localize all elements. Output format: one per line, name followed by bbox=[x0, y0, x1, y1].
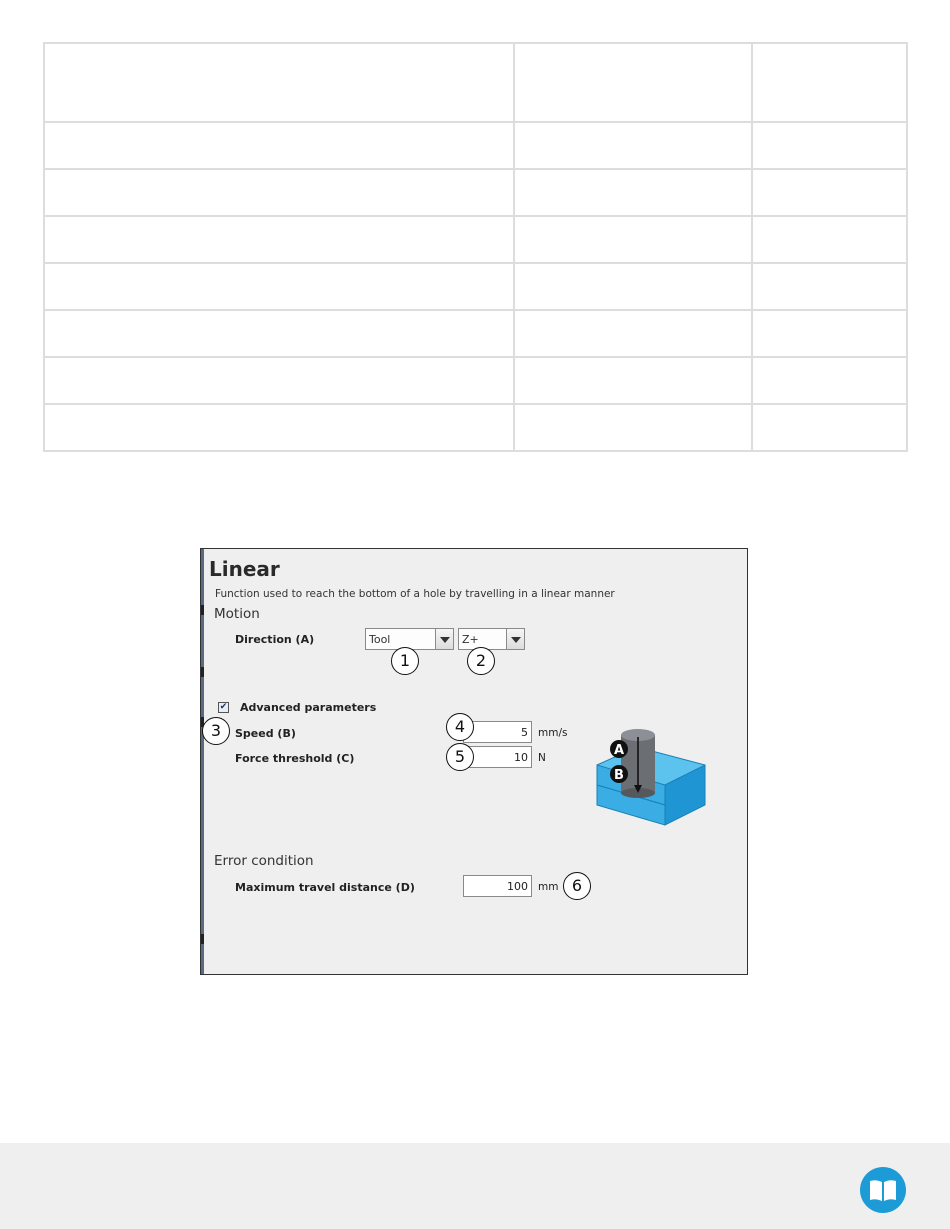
hole-insertion-illustration bbox=[595, 725, 707, 831]
table-row bbox=[44, 357, 907, 404]
chevron-down-icon[interactable] bbox=[506, 629, 524, 649]
direction-axis-dropdown[interactable] bbox=[458, 628, 525, 650]
callout-5: 5 bbox=[446, 743, 474, 771]
callout-4: 4 bbox=[446, 713, 474, 741]
table-row bbox=[44, 310, 907, 357]
edge-mark bbox=[200, 605, 204, 615]
max-travel-distance-unit: mm bbox=[538, 881, 559, 893]
callout-3: 3 bbox=[202, 717, 230, 745]
advanced-parameters-label: Advanced parameters bbox=[240, 701, 377, 714]
max-travel-distance-input[interactable]: 100 bbox=[463, 875, 532, 897]
motion-section-label: Motion bbox=[214, 606, 260, 622]
table-row bbox=[44, 216, 907, 263]
page-footer bbox=[0, 1143, 950, 1229]
panel-description: Function used to reach the bottom of a hole by travelling in a linear manner bbox=[215, 588, 615, 600]
open-book-icon bbox=[860, 1167, 906, 1213]
table-row bbox=[44, 122, 907, 169]
table-row bbox=[44, 169, 907, 216]
speed-input[interactable]: 5 bbox=[463, 721, 532, 743]
direction-frame-dropdown[interactable] bbox=[365, 628, 454, 650]
linear-settings-panel bbox=[200, 548, 748, 975]
table-row bbox=[44, 263, 907, 310]
empty-table bbox=[43, 42, 908, 452]
edge-mark bbox=[200, 667, 204, 677]
direction-label: Direction (A) bbox=[235, 633, 315, 646]
speed-unit: mm/s bbox=[538, 727, 568, 739]
table-header-row bbox=[44, 43, 907, 122]
table-row bbox=[44, 404, 907, 451]
label-b: B bbox=[614, 768, 624, 783]
force-threshold-input[interactable]: 10 bbox=[463, 746, 532, 768]
callout-6: 6 bbox=[563, 872, 591, 900]
callout-1: 1 bbox=[391, 647, 419, 675]
direction-frame-value: Tool bbox=[369, 633, 391, 646]
edge-mark bbox=[200, 934, 204, 944]
max-travel-distance-label: Maximum travel distance (D) bbox=[235, 881, 415, 894]
direction-axis-value: Z+ bbox=[462, 633, 479, 646]
logo-circle bbox=[860, 1167, 906, 1213]
error-condition-section-label: Error condition bbox=[214, 853, 314, 869]
advanced-parameters-checkbox[interactable]: ✔ bbox=[219, 702, 228, 712]
book-left-page bbox=[870, 1180, 882, 1201]
panel-title: Linear bbox=[209, 557, 280, 581]
callout-2: 2 bbox=[467, 647, 495, 675]
chevron-down-icon[interactable] bbox=[435, 629, 453, 649]
speed-label: Speed (B) bbox=[235, 727, 296, 740]
book-right-page bbox=[884, 1180, 896, 1201]
force-threshold-label: Force threshold (C) bbox=[235, 752, 355, 765]
label-a: A bbox=[613, 743, 625, 758]
force-threshold-unit: N bbox=[538, 752, 546, 764]
